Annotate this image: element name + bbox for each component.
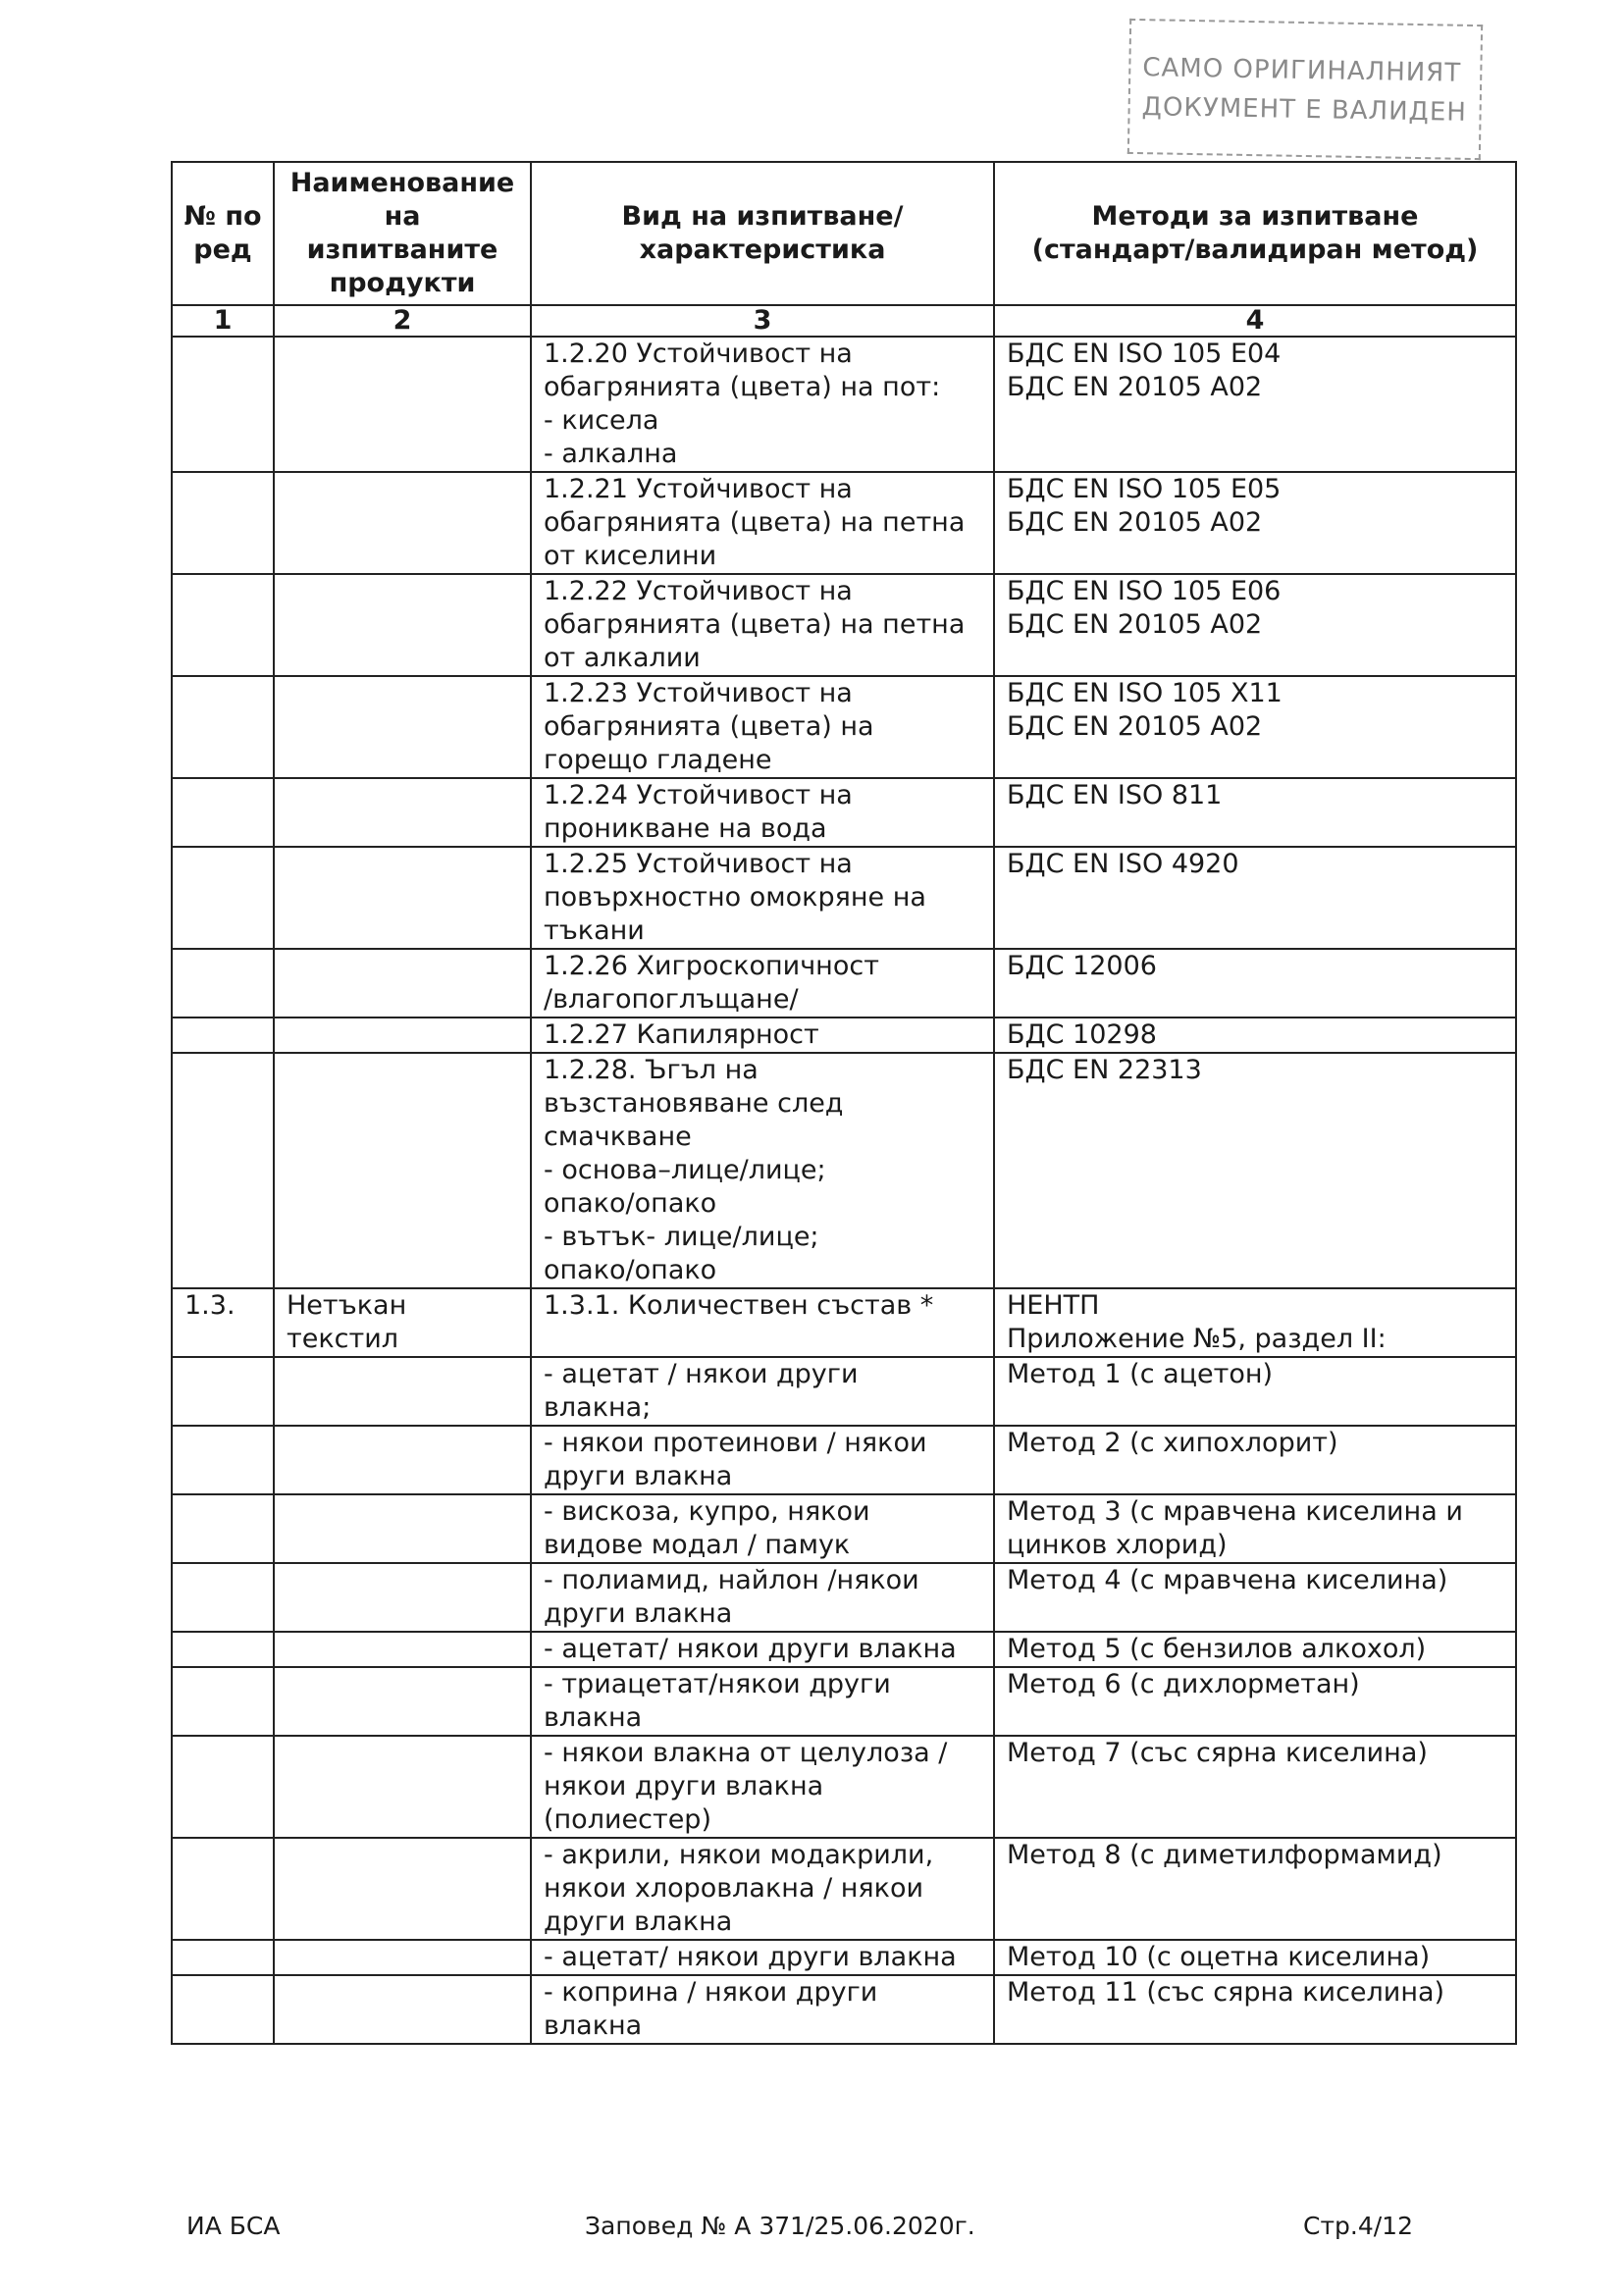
table-row [172, 778, 1516, 847]
product-name-cell [274, 1357, 531, 1426]
test-type-cell: 1.3.1. Количествен състав * [531, 1288, 994, 1357]
test-method-cell: Метод 3 (с мравчена киселина и цинков хлорид) [994, 1494, 1516, 1563]
row-number-cell [172, 1940, 274, 1975]
row-number-cell [172, 949, 274, 1018]
stamp-line-2: ДОКУМЕНТ Е ВАЛИДЕН [1141, 92, 1468, 128]
test-method-cell: БДС EN ISO 105 E05 БДС EN 20105 A02 [994, 472, 1516, 574]
product-name-cell [274, 1426, 531, 1494]
test-method-cell: Метод 6 (с дихлорметан) [994, 1667, 1516, 1736]
product-name-cell [274, 1940, 531, 1975]
table-row [172, 1838, 1516, 1940]
table-row [172, 949, 1516, 1018]
header-test-methods: Методи за изпитване (стандарт/валидиран метод) [994, 162, 1516, 305]
test-type-cell: - триацетат/някои други влакна [531, 1667, 994, 1736]
table-row [172, 1940, 1516, 1975]
product-name-cell [274, 949, 531, 1018]
test-method-cell: БДС EN 22313 [994, 1053, 1516, 1288]
row-number-cell [172, 337, 274, 472]
header-product-name: Наименование на изпитваните продукти [274, 162, 531, 305]
column-number-row [172, 305, 1516, 337]
test-method-cell: Метод 7 (със сярна киселина) [994, 1736, 1516, 1838]
test-type-cell: - полиамид, найлон /някои други влакна [531, 1563, 994, 1632]
row-number-cell [172, 1632, 274, 1667]
product-name-cell [274, 847, 531, 949]
product-name-cell [274, 1975, 531, 2044]
row-number-cell [172, 574, 274, 676]
table-body [172, 337, 1516, 2044]
row-number-cell [172, 1053, 274, 1288]
test-method-cell: Метод 5 (с бензилов алкохол) [994, 1632, 1516, 1667]
row-number-cell [172, 1494, 274, 1563]
stamp-line-1: САМО ОРИГИНАЛНИЯТ [1142, 53, 1462, 88]
test-type-cell: - коприна / някои други влакна [531, 1975, 994, 2044]
test-method-cell: БДС 10298 [994, 1018, 1516, 1053]
column-number-1: 1 [172, 305, 274, 337]
test-type-cell: 1.2.21 Устойчивост на обагрянията (цвета) на петна от киселини [531, 472, 994, 574]
row-number-cell [172, 1357, 274, 1426]
table-row [172, 1494, 1516, 1563]
product-name-cell [274, 1736, 531, 1838]
table-row [172, 1357, 1516, 1426]
test-method-cell: БДС 12006 [994, 949, 1516, 1018]
product-name-cell [274, 1018, 531, 1053]
test-type-cell: - ацетат / някои други влакна; [531, 1357, 994, 1426]
product-name-cell [274, 1838, 531, 1940]
table-row [172, 1018, 1516, 1053]
row-number-cell [172, 1426, 274, 1494]
test-method-cell: Метод 1 (с ацетон) [994, 1357, 1516, 1426]
table-row [172, 1563, 1516, 1632]
row-number-cell [172, 1563, 274, 1632]
test-method-cell: НЕНТП Приложение №5, раздел II: [994, 1288, 1516, 1357]
test-type-cell: - акрили, някои модакрили, някои хлоровлакна / някои други влакна [531, 1838, 994, 1940]
row-number-cell [172, 676, 274, 778]
row-number-cell [172, 778, 274, 847]
product-name-cell [274, 574, 531, 676]
test-method-cell: БДС EN ISO 105 E06 БДС EN 20105 A02 [994, 574, 1516, 676]
test-type-cell: 1.2.20 Устойчивост на обагрянията (цвета) на пот: - кисела - алкална [531, 337, 994, 472]
product-name-cell [274, 676, 531, 778]
row-number-cell [172, 1975, 274, 2044]
product-name-cell [274, 1563, 531, 1632]
test-type-cell: 1.2.24 Устойчивост на проникване на вода [531, 778, 994, 847]
row-number-cell [172, 847, 274, 949]
column-number-3: 3 [531, 305, 994, 337]
product-name-cell [274, 1053, 531, 1288]
footer-page-number: Стр.4/12 [1303, 2212, 1413, 2240]
table-row [172, 1632, 1516, 1667]
test-method-cell: Метод 4 (с мравчена киселина) [994, 1563, 1516, 1632]
test-method-cell: Метод 2 (с хипохлорит) [994, 1426, 1516, 1494]
table-row [172, 574, 1516, 676]
test-type-cell: 1.2.23 Устойчивост на обагрянията (цвета) на горещо гладене [531, 676, 994, 778]
table-row [172, 1736, 1516, 1838]
table-row [172, 676, 1516, 778]
row-number-cell: 1.3. [172, 1288, 274, 1357]
test-type-cell: 1.2.26 Хигроскопичност /влагопоглъщане/ [531, 949, 994, 1018]
test-method-cell: Метод 11 (със сярна киселина) [994, 1975, 1516, 2044]
validity-stamp [1127, 19, 1483, 160]
test-type-cell: 1.2.27 Капилярност [531, 1018, 994, 1053]
test-type-cell: - някои протеинови / някои други влакна [531, 1426, 994, 1494]
table-row [172, 1288, 1516, 1357]
test-type-cell: - ацетат/ някои други влакна [531, 1632, 994, 1667]
footer-order-number: Заповед № А 371/25.06.2020г. [585, 2212, 975, 2240]
product-name-cell: Нетъкан текстил [274, 1288, 531, 1357]
column-number-4: 4 [994, 305, 1516, 337]
header-test-type: Вид на изпитване/ характеристика [531, 162, 994, 305]
test-type-cell: - някои влакна от целулоза / някои други влакна (полиестер) [531, 1736, 994, 1838]
row-number-cell [172, 1736, 274, 1838]
product-name-cell [274, 778, 531, 847]
test-method-cell: БДС EN ISO 811 [994, 778, 1516, 847]
table-row [172, 1053, 1516, 1288]
test-type-cell: - вискоза, купро, някои видове модал / памук [531, 1494, 994, 1563]
row-number-cell [172, 472, 274, 574]
test-method-cell: БДС EN ISO 4920 [994, 847, 1516, 949]
test-method-cell: БДС EN ISO 105 E04 БДС EN 20105 A02 [994, 337, 1516, 472]
test-type-cell: - ацетат/ някои други влакна [531, 1940, 994, 1975]
footer-agency: ИА БСА [186, 2212, 281, 2240]
header-row-number: № по ред [172, 162, 274, 305]
product-name-cell [274, 1632, 531, 1667]
test-type-cell: 1.2.28. Ъгъл на възстановяване след смачкване - основа–лице/лице; опако/опако - вътък- лице/лице; опако/опако [531, 1053, 994, 1288]
row-number-cell [172, 1018, 274, 1053]
table-row [172, 1426, 1516, 1494]
test-type-cell: 1.2.25 Устойчивост на повърхностно омокряне на тъкани [531, 847, 994, 949]
table-row [172, 1667, 1516, 1736]
test-method-cell: Метод 8 (с диметилформамид) [994, 1838, 1516, 1940]
table-header-row [172, 162, 1516, 305]
table-row [172, 337, 1516, 472]
product-name-cell [274, 472, 531, 574]
test-method-cell: БДС EN ISO 105 X11 БДС EN 20105 A02 [994, 676, 1516, 778]
product-name-cell [274, 337, 531, 472]
row-number-cell [172, 1667, 274, 1736]
product-name-cell [274, 1494, 531, 1563]
product-name-cell [274, 1667, 531, 1736]
row-number-cell [172, 1838, 274, 1940]
test-method-cell: Метод 10 (с оцетна киселина) [994, 1940, 1516, 1975]
table-row [172, 1975, 1516, 2044]
column-number-2: 2 [274, 305, 531, 337]
table-row [172, 472, 1516, 574]
test-type-cell: 1.2.22 Устойчивост на обагрянията (цвета) на петна от алкалии [531, 574, 994, 676]
table-row [172, 847, 1516, 949]
test-methods-table [171, 161, 1517, 2045]
